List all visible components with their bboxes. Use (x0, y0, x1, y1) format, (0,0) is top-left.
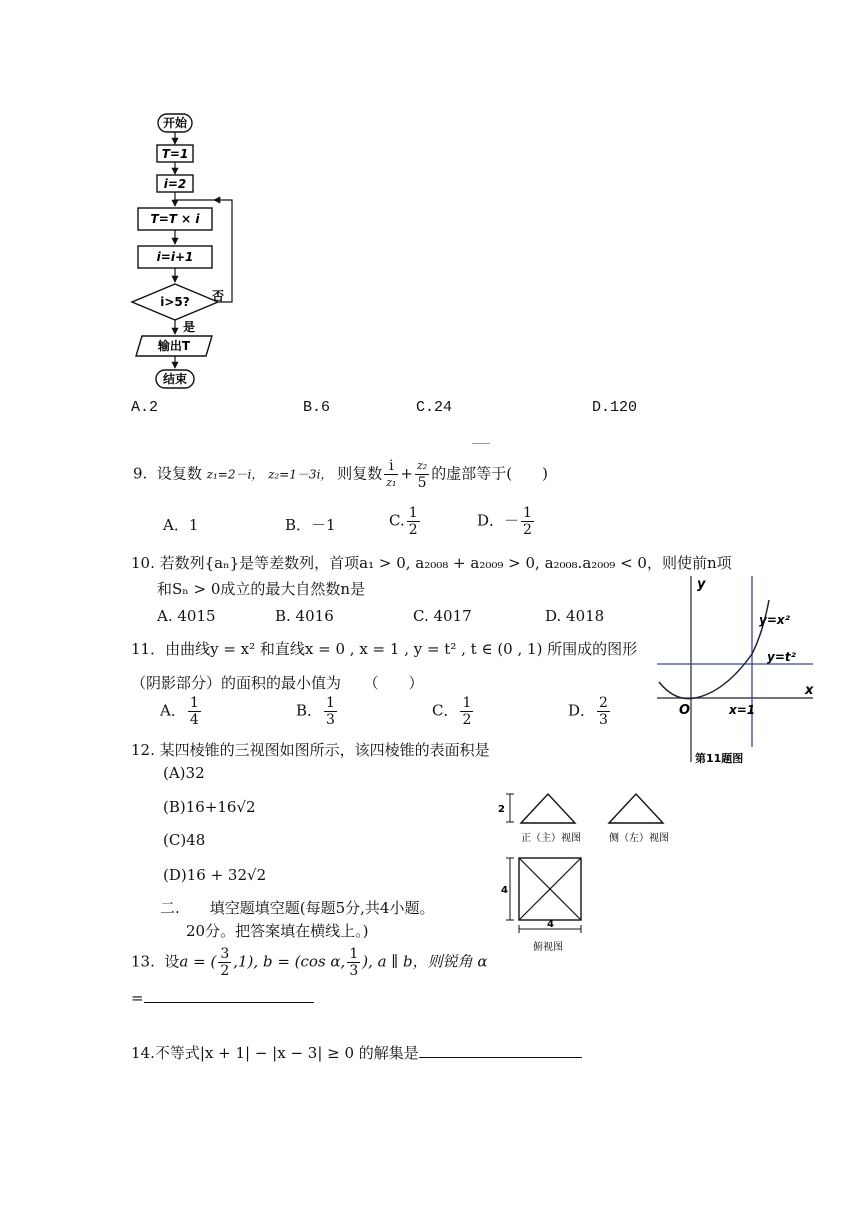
q11-option-d: D． $\frac{2}{3}$ (568, 695, 608, 728)
q13-answer-line: = (131, 988, 314, 1008)
q12-line: 12. 某四棱锥的三视图如图所示，该四棱锥的表面积是 (131, 741, 490, 759)
q11-graph-caption: 第11题图 (695, 752, 744, 765)
q12-option-a: (A)32 (163, 764, 205, 782)
q12-side-caption: 侧（左）视图 (609, 833, 669, 844)
q11-graph (655, 572, 820, 767)
flow-increment-text: i=i+1 (156, 250, 194, 264)
overbar-line (472, 443, 490, 444)
q12-three-views (493, 788, 688, 958)
section2-heading-line1: 二. 填空题填空题(每题5分,共4小题。 (160, 899, 435, 917)
q12-bottom-length: 4 (547, 919, 554, 930)
q14-answer-blank[interactable] (419, 1043, 582, 1058)
q12-side-view (609, 794, 663, 823)
q8-option-b: B.6 (303, 399, 331, 416)
q9-option-c: C. $\frac{1}{2}$ (389, 505, 418, 538)
q12-side-length: 4 (501, 885, 508, 896)
flow-i-init-text: i=2 (163, 177, 187, 191)
q11-graph-y-label: y (697, 577, 706, 592)
q10-option-a: A. 4015 (157, 607, 216, 625)
q12-front-view (521, 794, 575, 823)
flowchart (128, 110, 248, 395)
q13-stem: 13. 设a = ( $\frac{3}{2}$ ,1), b = (cos α, $\frac{1}{3}$ ), a ∥ b，则锐角 α (131, 946, 488, 979)
q11-option-a: A． $\frac{1}{4}$ (160, 695, 199, 728)
q14-stem: 14.不等式|x + 1| − |x − 3| ≥ 0 的解集是 (131, 1043, 582, 1063)
q9-option-d: D．－ $\frac{1}{2}$ (477, 505, 532, 538)
q11-line1: 11．由曲线y = x² 和直线x = 0 , x = 1 , y = t² , t ∈ (0 , 1) 所围成的图形 (131, 640, 638, 658)
flow-t-init-text: T=1 (161, 147, 189, 161)
q10-option-c: C. 4017 (413, 607, 472, 625)
q11-graph-line-label: y=t² (767, 650, 796, 664)
q11-graph-origin: O (679, 703, 691, 718)
q10-option-d: D. 4018 (545, 607, 605, 625)
flow-yes-label: 是 (183, 320, 196, 334)
q12-option-b: (B)16+16√2 (163, 798, 256, 816)
q13-answer-blank[interactable] (144, 988, 314, 1003)
q10-line2: 和Sₙ > 0成立的最大自然数n是 (157, 580, 366, 598)
q11-graph-curve-label: y=x² (759, 613, 790, 627)
section2-heading-line2: 20分。把答案填在横线上。) (186, 922, 369, 940)
flow-end-text: 结束 (162, 372, 188, 386)
q12-top-caption: 俯视图 (533, 942, 563, 953)
q10-option-b: B. 4016 (275, 607, 334, 625)
q9-stem: 9. 设复数 z₁=2－i， z₂=1－3i， 则复数 $\frac{i}{\text{z₁}}$ + $\frac{\text{z₂}}{5}$ 的虚部等于( ) (133, 458, 548, 491)
flow-multiply-text: T=T × i (150, 212, 200, 226)
q11-option-c: C． $\frac{1}{2}$ (432, 695, 472, 728)
q11-graph-x1-label: x=1 (729, 703, 756, 717)
q8-option-a: A.2 (131, 399, 159, 416)
flow-output-text: 输出T (157, 339, 191, 353)
q8-option-c: C.24 (416, 399, 453, 416)
q12-option-d: (D)16 + 32√2 (163, 866, 267, 884)
q11-option-b: B． $\frac{1}{3}$ (296, 695, 335, 728)
q12-option-c: (C)48 (163, 831, 206, 849)
q9-option-a: A．1 (163, 516, 199, 534)
flow-no-label: 否 (212, 289, 225, 303)
q9-option-b: B．－1 (285, 516, 336, 534)
q11-line2: （阴影部分）的面积的最小值为 （ ） (131, 674, 424, 692)
q8-option-d: D.120 (592, 399, 638, 416)
q11-graph-x-label: x (805, 683, 814, 698)
q12-height-label: 2 (498, 804, 505, 815)
flow-start-text: 开始 (162, 116, 188, 130)
q10-line1: 10. 若数列{aₙ}是等差数列，首项a₁ > 0, a₂₀₀₈ + a₂₀₀₉ > 0, a₂₀₀₈.a₂₀₀₉ < 0，则使前n项 (131, 554, 732, 572)
flow-condition-text: i>5? (160, 295, 190, 309)
q12-front-caption: 正（主）视图 (521, 833, 581, 844)
